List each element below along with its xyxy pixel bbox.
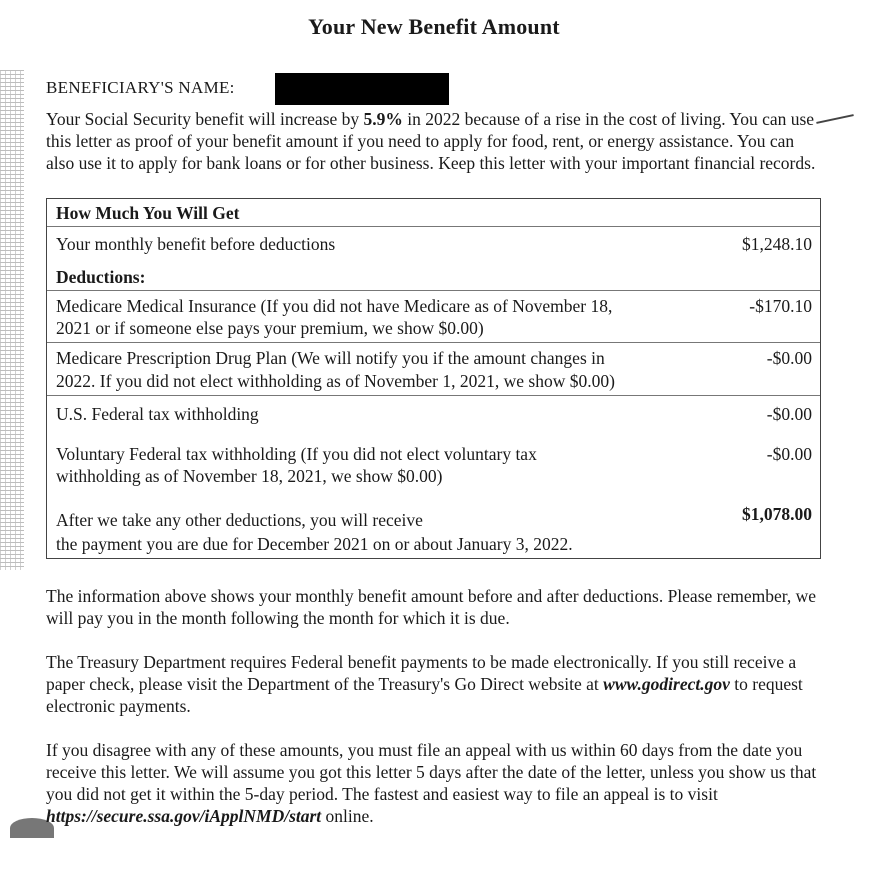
medicare-medical-amount: -$170.10 — [749, 296, 812, 316]
table-header-row — [47, 199, 820, 227]
total-row — [47, 503, 820, 559]
deductions-header-row — [47, 259, 820, 291]
info-paragraph: The information above shows your monthly benefit amount before and after deductions. Please remember, we will pay you in the month following the month for which it is due. — [46, 586, 817, 628]
treasury-paragraph — [46, 651, 836, 717]
total-line1: After we take any other deductions, you will receive — [56, 510, 423, 530]
intro-text-1: Your Social Security benefit will increase by — [46, 109, 364, 129]
treasury-text-2: to request electronic payments. — [46, 674, 803, 716]
godirect-link[interactable]: www.godirect.gov — [603, 674, 730, 694]
federal-tax-amount: -$0.00 — [766, 404, 812, 424]
drug-plan-line2: 2022. If you did not elect withholding as of November 1, 2021, we show $0.00) — [56, 371, 615, 391]
appeal-text-1: If you disagree with any of these amounts, you must file an appeal with us within 60 days from the date you receive this letter. We will assume you got this letter 5 days after the date of the letter, unless you show us that you did not get it within the 5-day period. The fastest and easiest way to file an appeal is to visit — [46, 740, 817, 804]
increase-percent: 5.9% — [363, 109, 403, 129]
monthly-benefit-label: Your monthly benefit before deductions — [56, 234, 336, 254]
table-row — [47, 291, 820, 343]
appeal-link[interactable]: https://secure.ssa.gov/iApplNMD/start — [46, 806, 322, 826]
treasury-text-1: The Treasury Department requires Federal benefit payments to be made electronically. If you still receive a paper check, please visit the Department of the Treasury's Go Direct website at — [46, 652, 797, 694]
table-row — [47, 343, 820, 396]
medicare-medical-line2: 2021 or if someone else pays your premium, we show $0.00) — [56, 318, 484, 338]
page-title: Your New Benefit Amount — [308, 14, 560, 39]
benefit-table — [46, 198, 821, 559]
voluntary-tax-amount: -$0.00 — [766, 444, 812, 464]
monthly-benefit-amount: $1,248.10 — [742, 234, 812, 254]
voluntary-tax-line2: withholding as of November 18, 2021, we show $0.00) — [56, 466, 443, 486]
total-amount: $1,078.00 — [742, 504, 812, 524]
table-header: How Much You Will Get — [56, 203, 240, 223]
intro-text-2: in 2022 because of a rise in the cost of living. You can use this letter as proof of your benefit amount if you need to apply for food, rent, or energy assistance. You can also use it to apply for bank loans or for other business. Keep this letter with your important financial records. — [46, 109, 816, 173]
beneficiary-label: BENEFICIARY'S NAME: — [46, 78, 235, 97]
redacted-name — [275, 73, 449, 105]
intro-paragraph — [46, 108, 821, 174]
scan-artifact-edge — [0, 70, 24, 570]
appeal-text-2: online. — [321, 806, 374, 826]
federal-tax-label: U.S. Federal tax withholding — [56, 404, 259, 424]
deductions-header: Deductions: — [56, 267, 146, 287]
drug-plan-line1: Medicare Prescription Drug Plan (We will notify you if the amount changes in — [56, 348, 605, 368]
appeal-paragraph — [46, 739, 836, 827]
pen-mark — [816, 114, 854, 124]
voluntary-tax-line1: Voluntary Federal tax withholding (If you did not elect voluntary tax — [56, 444, 537, 464]
total-line2: the payment you are due for December 2021 on or about January 3, 2022. — [56, 534, 573, 554]
table-row — [47, 443, 820, 493]
drug-plan-amount: -$0.00 — [766, 348, 812, 368]
table-row — [47, 399, 820, 429]
monthly-benefit-row — [47, 230, 820, 258]
medicare-medical-line1: Medicare Medical Insurance (If you did not have Medicare as of November 18, — [56, 296, 613, 316]
